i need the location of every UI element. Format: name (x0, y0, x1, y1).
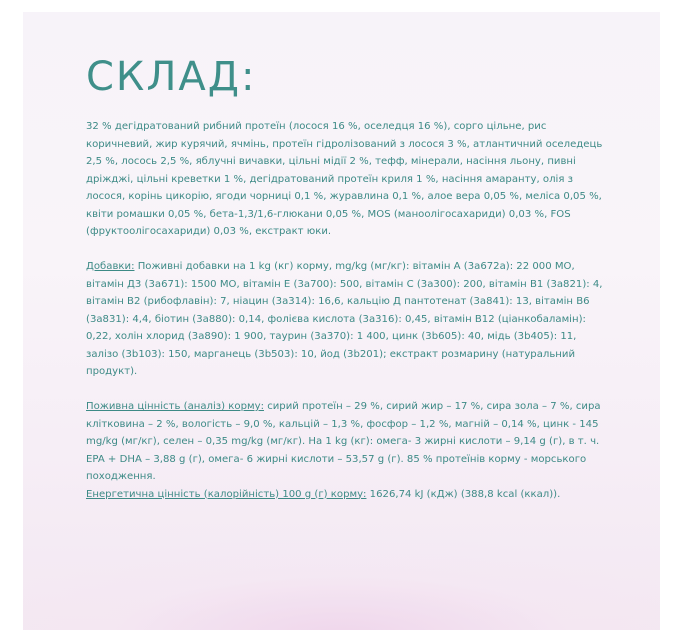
energy-text: 1626,74 kJ (кДж) (388,8 kcal (ккал)). (366, 488, 561, 500)
additives-text: Поживні добавки на 1 kg (кг) корму, mg/kg (мг/кг): вітамін A (3a672a): 22 000 MO, вітамін Д3 (3a671): 1500 MO, вітамін E (3a700): 500, вітамін C (3a300): 200, вітамін B1 (3a821): 4, вітамін B2 (рибофлавін): 7, ніацин (3a314): 16,6, кальцію Д пантотенат (3a841): 13, вітамін B6 (3a831): 4,4, біотин (3a880): 0,14, фолієва кислота (3a316): 0,45, вітамін B12 (ціанкобаламін): 0,22, холін хлорид (3a890): 1 900, таурин (3a370): 1 400, цинк (3b605): 40, мідь (3b405): 11, залізо (3b103): 150, марганець (3b503): 10, йод (3b201); екстракт розмарину (натуральний продукт). (86, 261, 603, 377)
energy-paragraph (86, 486, 606, 504)
composition-content (86, 118, 606, 503)
pink-glow-decoration (23, 540, 660, 630)
analysis-label: Поживна цінність (аналіз) корму: (86, 401, 264, 412)
energy-label: Енергетична цінність (калорійність) 100 g (г) корму: (86, 488, 367, 500)
analysis-paragraph (86, 398, 606, 486)
analysis-text: сирий протеїн – 29 %, сирий жир – 17 %, сира зола – 7 %, сира клітковина – 2 %, вологість – 9,0 %, кальцій – 1,3 %, фосфор – 1,2 %, магній – 0,14 %, цинк - 145 mg/kg (мг/кг), селен – 0,35 mg/kg (мг/кг). На 1 kg (кг): омега- 3 жирні кислоти – 9,14 g (г), в т. ч. EPA + DHA – 3,88 g (г), омега- 6 жирні кислоти – 53,57 g (г). 85 % протеїнів корму - морського походження. (86, 401, 601, 482)
additives-paragraph (86, 258, 606, 381)
composition-card (23, 12, 660, 630)
paragraph-gap (86, 381, 606, 399)
paragraph-gap (86, 241, 606, 259)
additives-label: Добавки: (86, 261, 135, 272)
page-title: СКЛАД: (86, 54, 257, 100)
ingredients-paragraph: 32 % дегідратований рибний протеїн (лосося 16 %, оселедця 16 %), сорго цільне, рис коричневий, жир курячий, ячмінь, протеїн гідролізований з лосося 3 %, атлантичний оселедець 2,5 %, лосось 2,5 %, яблучні вичавки, цільні мідії 2 %, тефф, мінерали, насіння льону, пивні дріжджі, цільні креветки 1 %, дегідратований протеїн криля 1 %, насіння амаранту, олія з лосося, корінь цикорію, ягоди чорниці 0,1 %, журавлина 0,1 %, алое вера 0,05 %, меліса 0,05 %, квіти ромашки 0,05 %, бета-1,3/1,6-глюкани 0,05 %, MOS (маноолігосахариди) 0,03 %, FOS (фруктоолігосахариди) 0,03 %, екстракт юки. (86, 121, 603, 237)
